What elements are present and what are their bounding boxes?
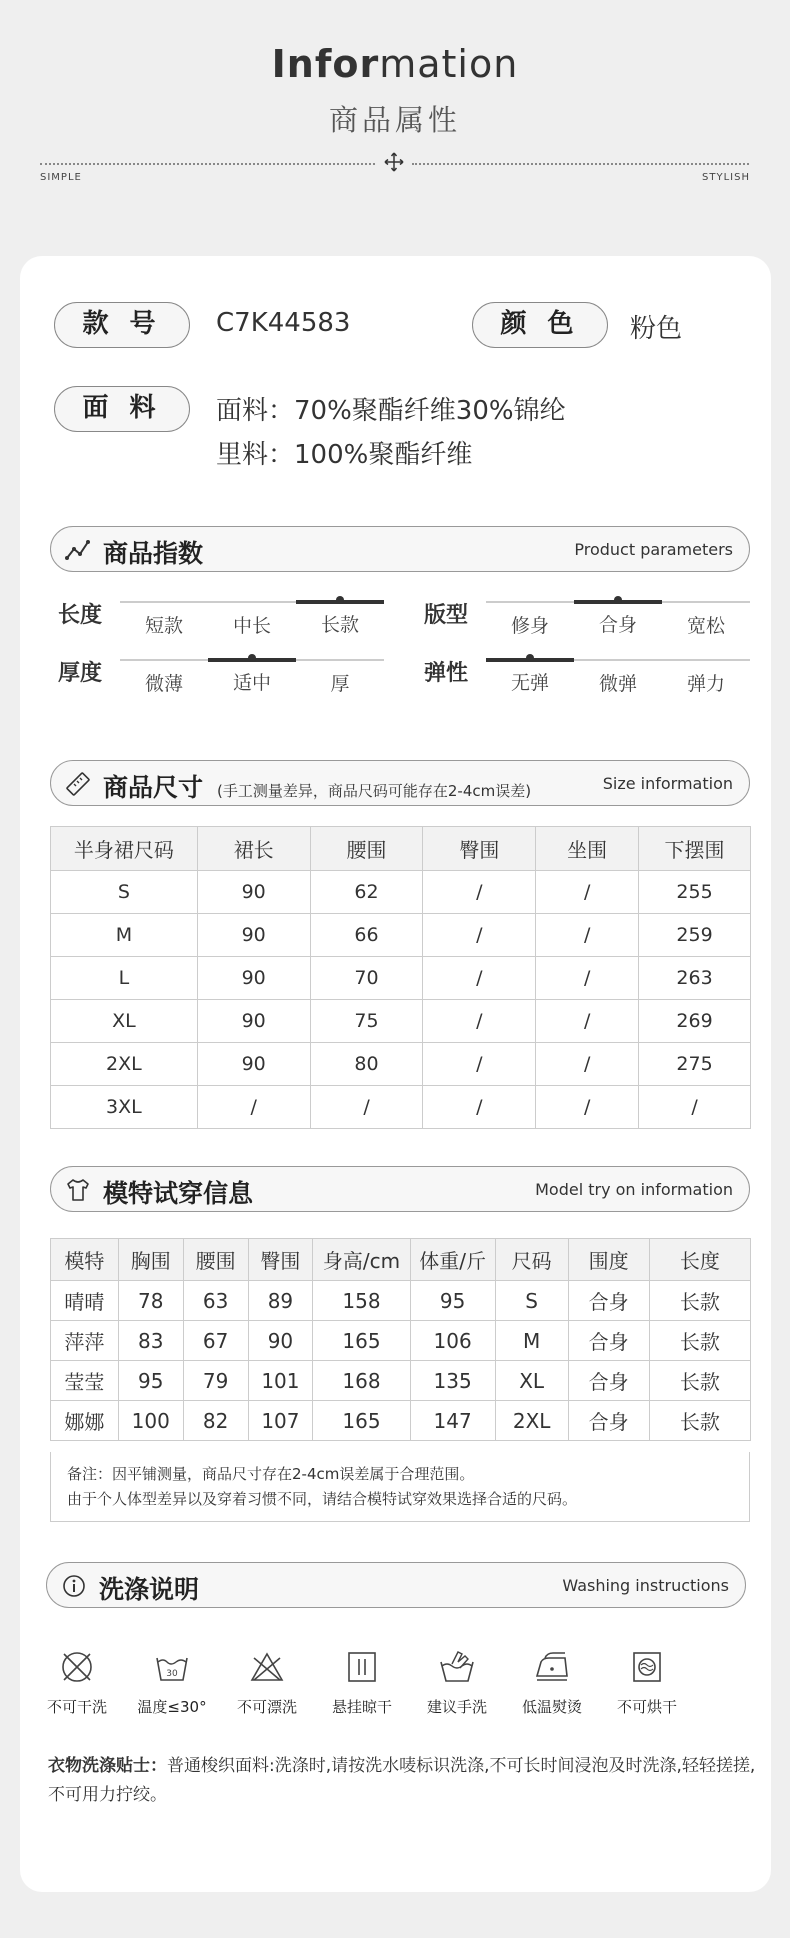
size-cell: /	[423, 871, 536, 914]
trend-line-icon	[65, 537, 91, 563]
size-cell: 62	[310, 871, 423, 914]
size-cell: /	[423, 1043, 536, 1086]
model-cell: 63	[183, 1281, 248, 1321]
wash-banner	[46, 1562, 746, 1608]
model-col-header: 臀围	[248, 1239, 313, 1281]
tshirt-icon	[65, 1177, 91, 1203]
hang-dry-icon	[343, 1648, 381, 1686]
size-cell: 255	[639, 871, 751, 914]
model-col-header: 尺码	[495, 1239, 568, 1281]
wash-label: 温度≤30°	[137, 1698, 207, 1716]
wash-item	[602, 1648, 692, 1717]
no-dry-clean-icon	[58, 1648, 96, 1686]
cross-ornament-icon	[384, 152, 404, 172]
no-bleach-icon	[248, 1648, 286, 1686]
model-col-header: 模特	[51, 1239, 119, 1281]
model-cell: 长款	[649, 1321, 750, 1361]
size-col-header: 下摆围	[639, 827, 751, 871]
size-cell: 275	[639, 1043, 751, 1086]
model-cell: 78	[118, 1281, 183, 1321]
model-cell: 165	[313, 1401, 410, 1441]
model-cell: 萍萍	[51, 1321, 119, 1361]
elasticity-option-selected: 无弹	[486, 658, 574, 662]
model-cell: S	[495, 1281, 568, 1321]
size-title: 商品尺寸 (手工测量差异，商品尺码可能存在2-4cm误差)	[103, 773, 532, 802]
size-cell: 90	[197, 1000, 310, 1043]
model-cell: 147	[410, 1401, 495, 1441]
size-cell: 3XL	[51, 1086, 198, 1129]
product-index-en: Product parameters	[574, 540, 733, 559]
fabric-pill: 面 料	[54, 386, 190, 432]
size-cell: 263	[639, 957, 751, 1000]
size-cell: /	[639, 1086, 751, 1129]
model-cell: 165	[313, 1321, 410, 1361]
wash-label: 建议手洗	[426, 1698, 487, 1716]
size-col-header: 臀围	[423, 827, 536, 871]
wash-label: 低温熨烫	[521, 1698, 582, 1716]
model-cell: 合身	[568, 1401, 649, 1441]
no-tumble-dry-icon	[628, 1648, 666, 1686]
fit-option: 宽松	[686, 615, 725, 637]
fabric-line-2: 里料：100%聚酯纤维	[216, 440, 473, 470]
size-cell: 70	[310, 957, 423, 1000]
wash-item	[317, 1648, 407, 1717]
size-cell: 66	[310, 914, 423, 957]
length-option: 短款	[144, 615, 183, 637]
size-cell: /	[423, 957, 536, 1000]
model-cell: 长款	[649, 1361, 750, 1401]
table-row	[51, 957, 751, 1000]
code-value: C7K44583	[216, 308, 351, 338]
thickness-label: 厚度	[58, 661, 103, 686]
model-cell: 79	[183, 1361, 248, 1401]
model-cell: 长款	[649, 1281, 750, 1321]
svg-text:30: 30	[166, 1669, 178, 1679]
elasticity-label: 弹性	[424, 661, 469, 686]
fabric-line-1: 面料：70%聚酯纤维30%锦纶	[216, 396, 566, 426]
wash-en: Washing instructions	[562, 1576, 729, 1595]
size-banner	[50, 760, 750, 806]
divider-right	[412, 163, 749, 165]
model-cell: 106	[410, 1321, 495, 1361]
model-cell: XL	[495, 1361, 568, 1401]
wash-item	[222, 1648, 312, 1717]
model-col-header: 胸围	[118, 1239, 183, 1281]
thickness-option-selected: 适中	[208, 658, 296, 662]
fit-scale	[486, 601, 750, 637]
model-title: 模特试穿信息	[103, 1179, 254, 1208]
model-cell: 82	[183, 1401, 248, 1441]
info-subtitle: 商品属性	[328, 103, 461, 137]
size-cell: /	[310, 1086, 423, 1129]
model-cell: M	[495, 1321, 568, 1361]
model-col-header: 长度	[649, 1239, 750, 1281]
model-cell: 67	[183, 1321, 248, 1361]
info-title: Information	[271, 42, 519, 86]
stylish-label: STYLISH	[702, 172, 750, 183]
code-pill: 款 号	[54, 302, 190, 348]
size-en: Size information	[602, 774, 733, 793]
product-info-card	[20, 256, 771, 1892]
model-cell: 晴晴	[51, 1281, 119, 1321]
low-iron-icon	[533, 1648, 571, 1686]
divider-left	[40, 163, 375, 165]
model-col-header: 体重/斤	[410, 1239, 495, 1281]
model-col-header: 身高/cm	[313, 1239, 410, 1281]
size-cell: 2XL	[51, 1043, 198, 1086]
size-cell: /	[536, 1043, 639, 1086]
model-cell: 83	[118, 1321, 183, 1361]
model-cell: 107	[248, 1401, 313, 1441]
product-index-title: 商品指数	[103, 539, 204, 568]
size-cell: 80	[310, 1043, 423, 1086]
fit-label: 版型	[424, 603, 469, 628]
wash-label: 不可烘干	[616, 1698, 677, 1716]
length-scale	[120, 601, 384, 637]
size-col-header: 半身裙尺码	[51, 827, 198, 871]
model-cell: 娜娜	[51, 1401, 119, 1441]
size-cell: 90	[197, 871, 310, 914]
ruler-icon	[65, 771, 91, 797]
model-cell: 90	[248, 1321, 313, 1361]
size-cell: S	[51, 871, 198, 914]
size-cell: 90	[197, 914, 310, 957]
size-cell: /	[423, 1000, 536, 1043]
size-cell: /	[536, 1086, 639, 1129]
table-row	[51, 1401, 751, 1441]
product-index-banner	[50, 526, 750, 572]
model-cell: 168	[313, 1361, 410, 1401]
model-cell: 158	[313, 1281, 410, 1321]
size-table	[50, 826, 751, 1129]
color-pill: 颜 色	[472, 302, 608, 348]
wash-tip-text: 普通梭织面料:洗涤时,请按洗水唛标识洗涤,不可长时间浸泡及时洗涤,轻轻搓搓,不可用力拧绞。	[48, 1756, 756, 1805]
table-row	[51, 914, 751, 957]
wash-item	[127, 1648, 217, 1717]
hand-wash-icon	[438, 1648, 476, 1686]
length-label: 长度	[58, 603, 103, 628]
size-cell: /	[197, 1086, 310, 1129]
model-table-header	[51, 1239, 751, 1281]
wash-30-icon	[153, 1648, 191, 1686]
model-cell: 135	[410, 1361, 495, 1401]
elasticity-option: 微弹	[598, 673, 637, 695]
model-cell: 合身	[568, 1321, 649, 1361]
model-cell: 100	[118, 1401, 183, 1441]
size-cell: M	[51, 914, 198, 957]
size-col-header: 腰围	[310, 827, 423, 871]
table-row	[51, 1361, 751, 1401]
model-en: Model try on information	[535, 1180, 733, 1199]
model-cell: 95	[118, 1361, 183, 1401]
model-col-header: 围度	[568, 1239, 649, 1281]
wash-label: 悬挂晾干	[331, 1698, 392, 1716]
size-cell: 90	[197, 1043, 310, 1086]
wash-tip	[48, 1752, 758, 1810]
model-col-header: 腰围	[183, 1239, 248, 1281]
size-cell: /	[423, 914, 536, 957]
size-cell: /	[536, 957, 639, 1000]
table-row	[51, 1043, 751, 1086]
model-banner	[50, 1166, 750, 1212]
length-option-selected: 长款	[296, 600, 384, 604]
elasticity-scale	[486, 659, 750, 695]
model-cell: 长款	[649, 1401, 750, 1441]
table-row	[51, 1086, 751, 1129]
wash-tip-label: 衣物洗涤贴士：	[48, 1756, 167, 1776]
model-note-line-2: 由于个人体型差异以及穿着习惯不同，请结合模特试穿效果选择合适的尺码。	[67, 1490, 578, 1508]
model-cell: 89	[248, 1281, 313, 1321]
thickness-option: 厚	[330, 673, 350, 695]
wash-label: 不可干洗	[46, 1698, 107, 1716]
wash-item	[32, 1648, 122, 1717]
info-icon	[61, 1573, 87, 1599]
model-cell: 95	[410, 1281, 495, 1321]
size-cell: 269	[639, 1000, 751, 1043]
size-col-header: 坐围	[536, 827, 639, 871]
table-row	[51, 871, 751, 914]
elasticity-option: 弹力	[686, 673, 725, 695]
table-row	[51, 1000, 751, 1043]
model-cell: 合身	[568, 1361, 649, 1401]
wash-label: 不可漂洗	[236, 1698, 297, 1716]
size-cell: L	[51, 957, 198, 1000]
size-col-header: 裙长	[197, 827, 310, 871]
model-cell: 2XL	[495, 1401, 568, 1441]
fit-option: 修身	[510, 615, 549, 637]
table-row	[51, 1321, 751, 1361]
length-option: 中长	[232, 615, 271, 637]
size-table-header	[51, 827, 751, 871]
model-cell: 101	[248, 1361, 313, 1401]
size-cell: 90	[197, 957, 310, 1000]
model-cell: 合身	[568, 1281, 649, 1321]
size-cell: 259	[639, 914, 751, 957]
size-cell: /	[423, 1086, 536, 1129]
model-table	[50, 1238, 751, 1441]
size-cell: /	[536, 871, 639, 914]
color-value: 粉色	[630, 314, 683, 344]
size-cell: XL	[51, 1000, 198, 1043]
wash-item	[507, 1648, 597, 1717]
model-note	[50, 1452, 750, 1522]
model-note-line-1: 备注：因平铺测量，商品尺寸存在2-4cm误差属于合理范围。	[67, 1465, 475, 1483]
table-row	[51, 1281, 751, 1321]
size-cell: 75	[310, 1000, 423, 1043]
thickness-scale	[120, 659, 384, 695]
simple-label: SIMPLE	[40, 172, 82, 183]
fit-option-selected: 合身	[574, 600, 662, 604]
wash-item	[412, 1648, 502, 1717]
model-cell: 莹莹	[51, 1361, 119, 1401]
size-cell: /	[536, 1000, 639, 1043]
wash-title: 洗涤说明	[99, 1575, 200, 1604]
size-cell: /	[536, 914, 639, 957]
thickness-option: 微薄	[144, 673, 183, 695]
